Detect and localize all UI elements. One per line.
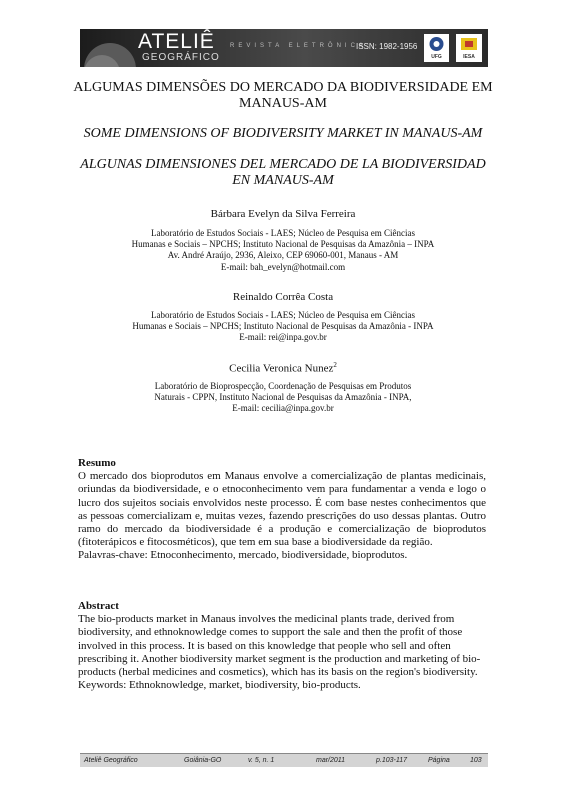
ufg-logo-icon: UFG [424, 34, 449, 62]
title-portuguese: ALGUMAS DIMENSÕES DO MERCADO DA BIODIVERSIDADE EM MANAUS-AM [73, 80, 493, 111]
abstract-section [78, 600, 486, 692]
author-affiliation: Laboratório de Bioprospecção, Coordenação de Pesquisas em Produtos Naturais - CPPN, Instituto Nacional de Pesquisas da Amazônia - INPA, E-mail: cecilia@inpa.gov.br [154, 381, 412, 414]
footer-page-label: Página [428, 757, 450, 764]
footer-journal: Ateliê Geográfico [84, 757, 138, 764]
resumo-keywords: Palavras-chave: Etnoconhecimento, mercado, biodiversidade, bioprodutos. [78, 549, 408, 562]
footer-page-number: 103 [470, 757, 482, 764]
resumo-body: O mercado dos bioprodutos em Manaus envolve a comercialização de plantas medicinais, oriundas da biodiversidade, e o etnoconhecimento vem para fundamentar a venda e logo o lucro dos sujeitos sociais envolvidos neste processo. É com base nestes conhecimentos que as pessoas comercializam e, muitas vezes, fazendo prescrições do uso dessas plantas. Outro ramo do mercado da biodiversidade é a produção e comercialização de bioprodutos (fitoterápicos e fitocosméticos), que tem em sua base a biodiversidade da região. [78, 470, 486, 549]
resumo-section [78, 457, 486, 563]
author-footnote-mark: 2 [333, 361, 337, 369]
journal-logo-icon [80, 29, 140, 67]
author-affiliation: Laboratório de Estudos Sociais - LAES; Núcleo de Pesquisa em Ciências Humanas e Sociais – NPCHS; Instituto Nacional de Pesquisas da Amazônia - INPA E-mail: rei@inpa.gov.br [132, 310, 434, 343]
journal-brand-sub: GEOGRÁFICO [142, 52, 220, 63]
footer-pages: p.103-117 [376, 757, 408, 764]
resumo-heading: Resumo [78, 457, 116, 469]
abstract-body: The bio-products market in Manaus involves the medicinal plants trade, derived from biodiversity, and ethnoknowledge comes to support the sale and then the profit of those involved in this process. It is based on this knowledge that people who sell and often prescribing it. Another biodiversity market segment is the production and marketing of bio-products (herbal medicines and cosmetics), which has its basis on the region's biodiversity. [78, 613, 481, 679]
journal-tagline: REVISTA ELETRÔNICA [230, 43, 367, 49]
footer-volume: v. 5, n. 1 [248, 757, 275, 764]
author-name: Bárbara Evelyn da Silva Ferreira [210, 208, 356, 220]
author-name: Reinaldo Corrêa Costa [232, 291, 334, 303]
issn-label: ISSN: 1982-1956 [356, 42, 418, 51]
iesa-logo-icon: IESA [456, 34, 482, 62]
author-name: Cecilia Veronica Nunez$^2$ [229, 361, 337, 375]
page-footer [80, 753, 488, 767]
journal-brand: ATELIÊ [138, 30, 215, 53]
footer-city: Goiânia-GO [184, 757, 222, 764]
footer-date: mar/2011 [316, 757, 346, 764]
journal-header-banner [80, 29, 488, 67]
author-affiliation: Laboratório de Estudos Sociais - LAES; Núcleo de Pesquisa em Ciências Humanas e Sociais – NPCHS; Instituto Nacional de Pesquisas da Amazônia – INPA Av. André Araújo, 2936, Aleixo, CEP 69060-001, Manaus - AM E-mail: bah_evelyn@hotmail.com [131, 228, 435, 272]
abstract-keywords: Keywords: Ethnoknowledge, market, biodiversity, bio-products. [78, 679, 361, 692]
title-spanish: ALGUNAS DIMENSIONES DEL MERCADO DE LA BIODIVERSIDAD EN MANAUS-AM [80, 157, 486, 188]
title-english: SOME DIMENSIONS OF BIODIVERSITY MARKET IN MANAUS-AM [83, 126, 483, 141]
abstract-heading: Abstract [78, 600, 119, 612]
